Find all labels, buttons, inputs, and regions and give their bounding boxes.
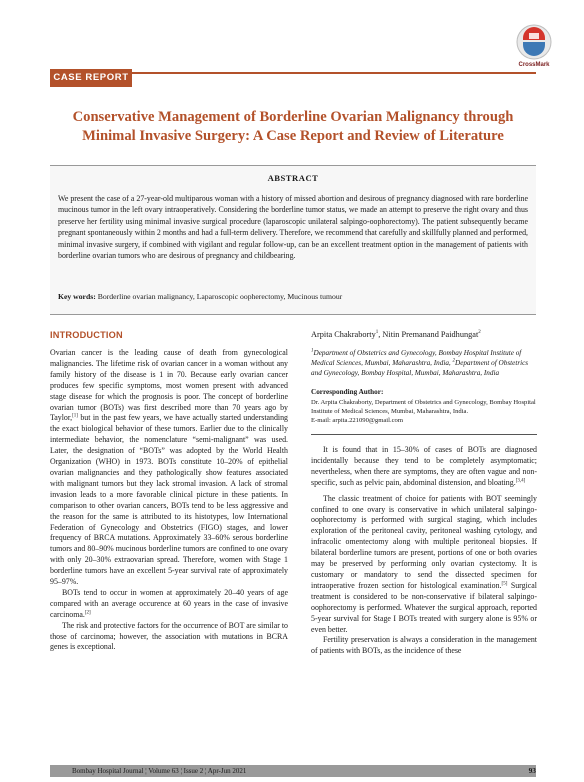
ref-5[interactable]: [5]: [501, 581, 508, 587]
footer-journal-info: Bombay Hospital Journal ¦ Volume 63 ¦ Issue 2 ¦ Apr-Jun 2021: [72, 767, 247, 775]
affiliation-1: Department of Obstetrics and Gynecology, Bombay Hospital Institute of Medical Sciences, Mumbai, Maharashtra, India,: [311, 349, 522, 367]
crossmark-label: CrossMark: [518, 62, 550, 68]
author-2-sup: 2: [478, 330, 481, 336]
abstract-text: We present the case of a 27-year-old multiparous woman with a history of missed abortion and desirous of pregnancy diagnosed with rare borderline mucinous tumor in the left ovary intraoperatively. Considering the borderline tumor status, we made an attempt to preserve the right ovary and thus preserve her fertility using minimal invasive surgical procedure (laparoscopic unilateral salpingo-oophorectomy). The patient subsequently became pregnant spontaneously within 2 months and had a full-term delivery. Therefore, we recommend that carefully and skillfully planned and performed, minimal invasive surgery, if combined with vigilant and regular follow-up, can be an excellent treatment option in the management of patients with borderline ovarian tumors who are desirous of pregnancy and childbearing.: [58, 194, 528, 261]
keywords-label: Key words:: [58, 292, 96, 301]
aff-2-sup: 2: [452, 358, 456, 364]
ref-1[interactable]: [1]: [72, 413, 78, 419]
intro-paragraph-1: [50, 348, 288, 588]
intro-p2-text: BOTs tend to occur in women at approximately 20–40 years of age compared with an average occurence at 60 years in the case of invasive carcinoma.: [50, 587, 288, 619]
right-paragraph-2: [311, 494, 537, 636]
author-2: , Nitin Premanand Paidhungat: [378, 330, 479, 339]
keywords: [58, 292, 528, 301]
right-p2b-text: Surgical treatment is considered to be non-conservative if bilateral salpingo-oophorectomy is performed. Whatever the surgical approach, reported 5-year survival for Stage I BOTs treated with surgery alone is 95% or even better.: [311, 580, 537, 634]
keywords-list: Borderline ovarian malignancy, Laparoscopic oopherectomy, Mucinous tumour: [97, 292, 343, 301]
right-p1-text: It is found that in 15–30% of cases of BOTs are diagnosed incidentally because they tend to be completely asymptomatic; nevertheless, when there are symptoms, they are often vague and non-specific, such as pelvic pain, abdominal distension, and bloating.: [311, 445, 537, 487]
section-banner: CASE REPORT: [50, 69, 132, 87]
ref-2[interactable]: [2]: [84, 610, 91, 616]
right-paragraph-3: Fertility preservation is always a consideration in the management of patients with BOTs, as the incidence of these: [311, 635, 537, 656]
abstract-box: [50, 165, 536, 315]
abstract-heading: ABSTRACT: [267, 173, 319, 183]
aff-1-sup: 1: [311, 348, 314, 354]
author-1: Arpita Chakraborty: [311, 330, 376, 339]
intro-p1b-text: but in the past few years, we have actually started understanding the exact biological behavior of these tumors. Earlier due to the clinically intermediate behavior, the nomenclature “semi-malignant” was used. Later, the designation of “BOTs” was adopted by the World Health Organization (WHO) in 1973. BOTs constitute 10–20% of epithelial ovarian malignancies and they pathologically show features associated with malignant tumors but they lack stromal invasion. A lack of stromal invasion leads to a more favorable clinical picture in these patients. In comparison to other ovarian cancers, BOTs tend to be less aggressive and the reason for the same is attributed to its histotypes, low International Federation of Gynecology and Obstetrics (FIGO) stages, and lower frequency of BRCA mutations. Approximately 33–60% serous borderline tumors and 80–90% mucinous borderline tumors are confined to one ovary with only 20–30% extraovarian spread. Therefore, women with Stage 1 borderline tumors have an excellent 5-year survival rate of approximately 95–97%.: [50, 413, 288, 587]
corresponding-author-text: Dr. Arpita Chakraborty, Department of Obstetrics and Gynecology, Bombay Hospital Institute of Medical Sciences, Mumbai, Maharashtra, India.: [311, 399, 536, 415]
right-column: [311, 330, 537, 657]
intro-paragraph-3: The risk and protective factors for the occurrence of BOT are similar to those of carcinoma; however, the association with mutations in BCRA genes is exceptional.: [50, 620, 288, 652]
intro-paragraph-2: [50, 588, 288, 621]
affiliation-2: Department of Obstetrics and Gynecology, Bombay Hospital, Mumbai, Maharashtra, India: [311, 359, 529, 377]
introduction-heading: INTRODUCTION: [50, 330, 123, 340]
left-column: [50, 330, 288, 653]
right-p2-text: The classic treatment of choice for patients with BOT seemingly confined to one ovary is conservative in which unilateral salpingo-oophorectomy is performed with surgical staging, which includes exploration of the peritoneal cavity, peritoneal washing cytology, and infracolic omentectomy along with multiple peritoneal biopsies. If bilateral borderline tumors are present, portions of one or both ovaries may be preserved by performing only ovarian cystectomy. It is customary or mandatory to send the dissected specimen for intraoperative frozen section for histological examination.: [311, 493, 537, 590]
intro-p1-text: Ovarian cancer is the leading cause of death from gynecological malignancies. The lifetime risk of ovarian cancer in a woman without any family history of the disease is 1 in 70. Because early ovarian cancer produces few specific symptoms, most women present with advanced stage disease for which the prognosis is poor. The concept of borderline ovarian tumor (BOTs) was first described more than 70 years ago by Taylor,: [50, 348, 288, 423]
page-number: 93: [528, 766, 536, 775]
author-divider: [311, 434, 537, 435]
author-1-sup: 1: [375, 330, 379, 336]
corresponding-author-heading: Corresponding Author:: [311, 388, 384, 396]
corresponding-email-link[interactable]: E-mail: arpita.221090@gmail.com: [311, 417, 403, 424]
ref-3-4[interactable]: [3,4]: [515, 478, 526, 484]
affiliations: [311, 348, 537, 378]
author-line: [311, 330, 537, 339]
right-paragraph-1: [311, 445, 537, 489]
article-title: Conservative Management of Borderline Ovarian Malignancy through Minimal Invasive Surgery: A Case Report and Review of Literature: [72, 109, 514, 144]
